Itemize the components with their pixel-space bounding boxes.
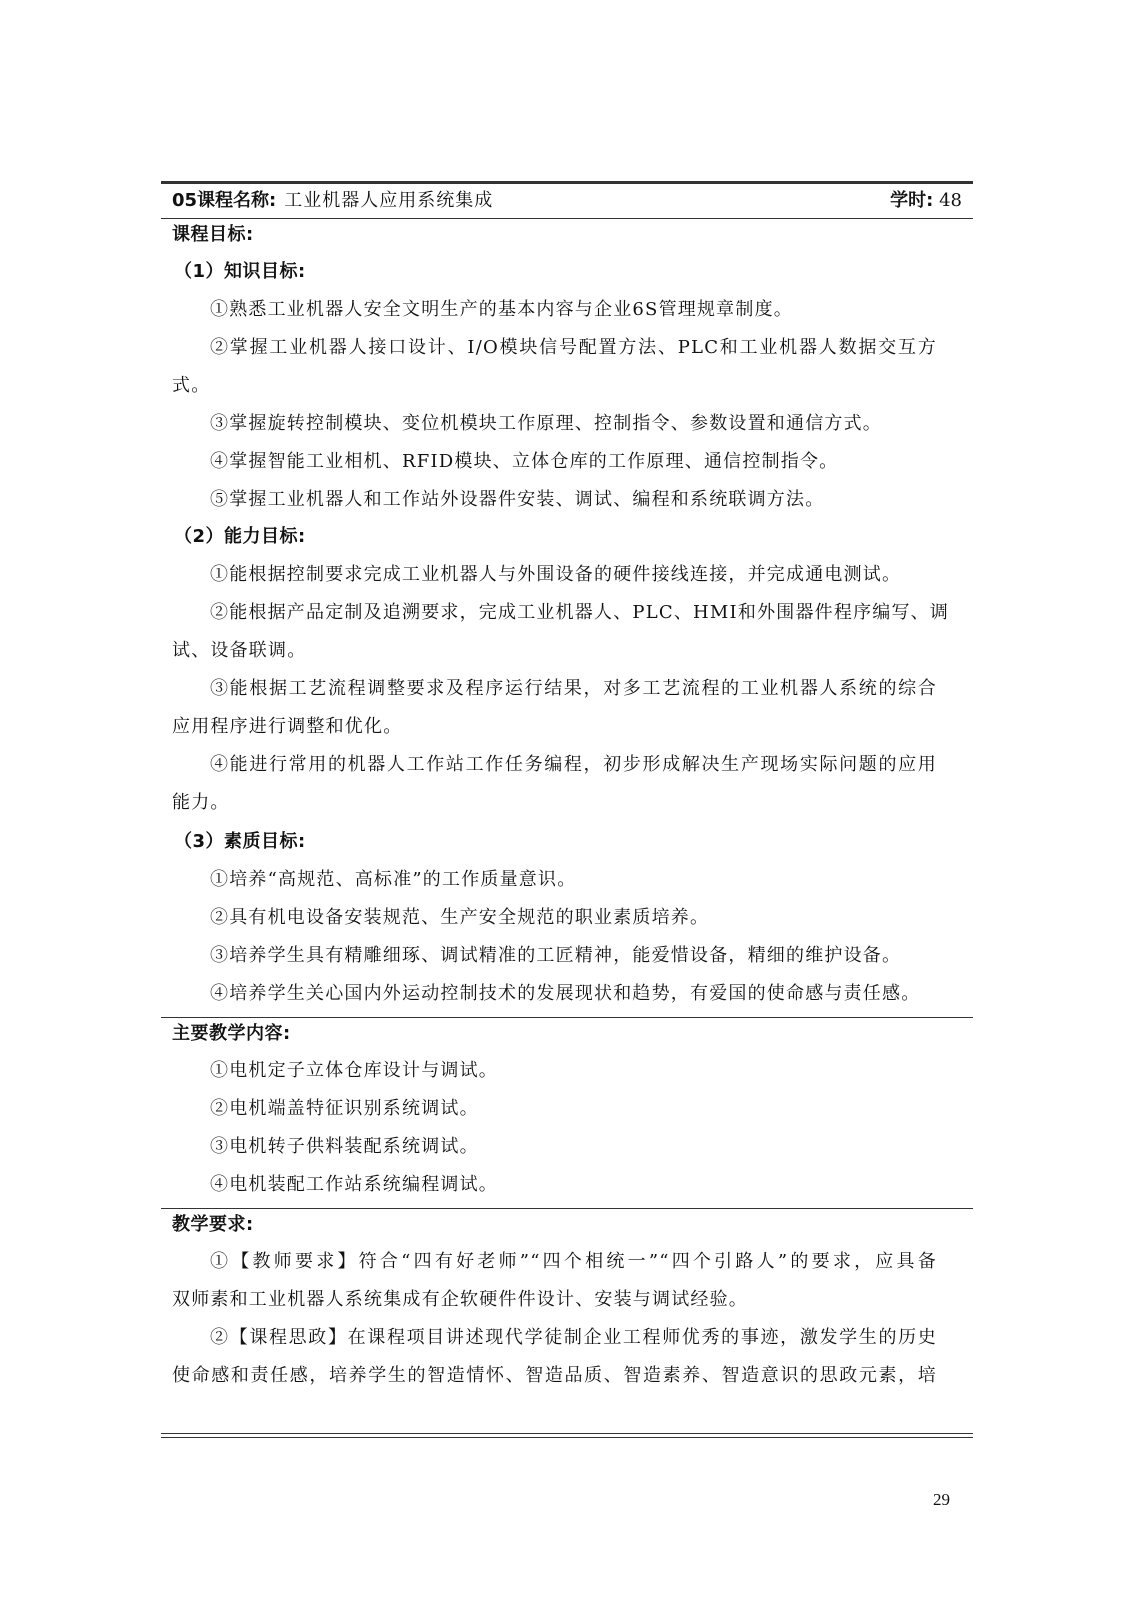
- content-divider: [161, 1017, 973, 1018]
- hours-value: 48: [939, 190, 962, 211]
- requirements-title: 教学要求:: [172, 1214, 254, 1235]
- knowledge-goals-title: （1）知识目标:: [174, 261, 306, 282]
- requirement-item-1-cont: 双师素和工业机器人系统集成有企软硬件件设计、安装与调试经验。: [172, 1289, 748, 1310]
- course-code-label: 05课程名称:: [172, 190, 277, 211]
- ability-item-4-cont: 能力。: [172, 792, 230, 813]
- ability-item-3: ③能根据工艺流程调整要求及程序运行结果，对多工艺流程的工业机器人系统的综合: [210, 678, 937, 699]
- table-bottom-rule: [161, 1433, 973, 1438]
- quality-item-3: ③培养学生具有精雕细琢、调试精准的工匠精神，能爱惜设备，精细的维护设备。: [210, 945, 902, 966]
- ability-item-3-cont: 应用程序进行调整和优化。: [172, 716, 403, 737]
- quality-item-2: ②具有机电设备安装规范、生产安全规范的职业素质培养。: [210, 907, 710, 928]
- knowledge-item-2: ②掌握工业机器人接口设计、I/O模块信号配置方法、PLC和工业机器人数据交互方: [210, 337, 937, 358]
- quality-goals-title: （3）素质目标:: [174, 831, 306, 852]
- ability-item-4: ④能进行常用的机器人工作站工作任务编程，初步形成解决生产现场实际问题的应用: [210, 754, 937, 775]
- goals-title: 课程目标:: [172, 224, 254, 245]
- course-name: 工业机器人应用系统集成: [284, 190, 494, 211]
- knowledge-item-5: ⑤掌握工业机器人和工作站外设器件安装、调试、编程和系统联调方法。: [210, 489, 825, 510]
- content-item-4: ④电机装配工作站系统编程调试。: [210, 1174, 498, 1195]
- content-item-1: ①电机定子立体仓库设计与调试。: [210, 1060, 498, 1081]
- hours-label: 学时:: [890, 190, 934, 211]
- ability-goals-title: （2）能力目标:: [174, 526, 306, 547]
- knowledge-item-4: ④掌握智能工业相机、RFID模块、立体仓库的工作原理、通信控制指令。: [210, 451, 839, 472]
- content-item-3: ③电机转子供料装配系统调试。: [210, 1136, 479, 1157]
- page-number: 29: [933, 1490, 950, 1509]
- quality-item-1: ①培养“高规范、高标准”的工作质量意识。: [210, 869, 577, 890]
- ability-item-2-cont: 试、设备联调。: [172, 640, 307, 661]
- knowledge-item-3: ③掌握旋转控制模块、变位机模块工作原理、控制指令、参数设置和通信方式。: [210, 413, 882, 434]
- requirements-divider: [161, 1208, 973, 1209]
- requirement-item-1: ①【教师要求】符合“四有好老师”“四个相统一”“四个引路人”的要求，应具备: [210, 1251, 937, 1272]
- content-item-2: ②电机端盖特征识别系统调试。: [210, 1098, 479, 1119]
- content-title: 主要教学内容:: [172, 1023, 291, 1044]
- course-hours: [890, 184, 962, 218]
- quality-item-4: ④培养学生关心国内外运动控制技术的发展现状和趋势，有爱国的使命感与责任感。: [210, 983, 921, 1004]
- course-header: [172, 184, 962, 218]
- knowledge-item-2-cont: 式。: [172, 375, 211, 396]
- knowledge-item-1: ①熟悉工业机器人安全文明生产的基本内容与企业6S管理规章制度。: [210, 299, 793, 320]
- requirement-item-2-cont: 使命感和责任感，培养学生的智造情怀、智造品质、智造素养、智造意识的思政元素，培: [172, 1365, 937, 1386]
- ability-item-2: ②能根据产品定制及追溯要求，完成工业机器人、PLC、HMI和外围器件程序编写、调: [210, 602, 950, 623]
- ability-item-1: ①能根据控制要求完成工业机器人与外围设备的硬件接线连接，并完成通电测试。: [210, 564, 902, 585]
- requirement-item-2: ②【课程思政】在课程项目讲述现代学徒制企业工程师优秀的事迹，激发学生的历史: [210, 1327, 937, 1348]
- header-divider: [161, 218, 973, 219]
